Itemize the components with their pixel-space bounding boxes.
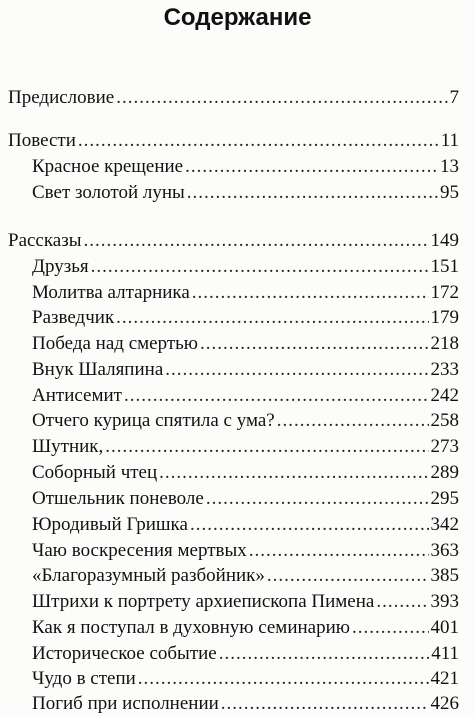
toc-entry-page: 363 [430,540,459,561]
toc-entry-title: Друзья [32,256,89,277]
toc-entry-title: Отчего курица спятила с ума? [32,410,275,431]
toc-entry-title: Чаю воскресения мертвых [32,540,247,561]
toc-entry[interactable] [32,435,459,459]
toc-entry-page: 401 [430,617,459,638]
dot-leader [116,306,428,330]
dot-leader [200,332,429,356]
toc-entry-title: Отшельник поневоле [32,488,204,509]
toc-entry-title: Разведчик [32,307,115,328]
toc-entry-title: Антисемит [32,385,122,406]
dot-leader [187,181,438,205]
toc-entry[interactable] [32,358,459,382]
toc-entry-title: Повести [8,130,76,151]
dot-leader [221,692,429,716]
toc-entry[interactable] [32,306,459,330]
dot-leader [159,461,428,485]
toc-entry-title: Шутник, [32,436,104,457]
toc-entry[interactable] [32,409,459,433]
toc-entry-page: 13 [440,156,459,177]
toc-entry-page: 7 [449,87,459,108]
dot-leader [185,155,438,179]
toc-entry-page: 242 [430,385,459,406]
toc-entry-title: Свет золотой луны [32,182,185,203]
toc-entry[interactable] [32,564,459,588]
toc-entry[interactable] [32,487,459,511]
toc-entry-page: 218 [430,333,459,354]
toc-entry-title: Юродивый Гришка [32,514,188,535]
dot-leader [376,590,428,614]
toc-entry-page: 11 [440,130,459,151]
page-title: Содержание [163,4,312,31]
toc-entry-title: Как я поступал в духовную семинарию [32,617,350,638]
toc-entry[interactable] [32,642,459,666]
toc-entry-title: Предисловие [8,87,115,108]
toc-entry-title: Рассказы [8,230,82,251]
toc-section-novellas[interactable] [8,129,459,153]
toc-entry[interactable] [32,155,459,179]
toc-entry-title: «Благоразумный разбойник» [32,565,265,586]
toc-entry[interactable] [32,692,459,716]
toc-entry-page: 273 [430,436,459,457]
toc-entry-page: 393 [430,591,459,612]
toc-entry-page: 149 [430,230,459,251]
toc-entry-title: Внук Шаляпина [32,359,164,380]
dot-leader [105,435,428,459]
toc-entry-page: 151 [430,256,459,277]
toc-entry[interactable] [32,255,459,279]
dot-leader [165,358,428,382]
toc-entry-page: 289 [430,462,459,483]
toc-entry[interactable] [32,181,459,205]
toc-entry[interactable] [32,281,459,305]
toc-entry-title: Красное крещение [32,156,184,177]
toc-entry-page: 421 [430,668,459,689]
toc-entry-title: Историческое событие [32,643,217,664]
dot-leader [91,255,429,279]
dot-leader [116,86,447,110]
toc-entry-page: 233 [430,359,459,380]
toc-entry[interactable] [32,332,459,356]
toc-entry[interactable] [32,461,459,485]
dot-leader [124,384,429,408]
toc-entry-title: Штрихи к портрету архиепископа Пимена [32,591,375,612]
toc-entry-page: 95 [440,182,459,203]
toc-entry[interactable] [32,384,459,408]
toc-entry-title: Чудо в степи [32,668,136,689]
dot-leader [138,667,429,691]
dot-leader [352,616,429,640]
toc-entry-page: 179 [430,307,459,328]
toc-entry-title: Соборный чтец [32,462,158,483]
toc-entry-page: 342 [430,514,459,535]
dot-leader [277,409,429,433]
toc-entry-preface[interactable] [8,86,459,110]
toc-entry[interactable] [32,667,459,691]
dot-leader [249,539,429,563]
toc-entry[interactable] [32,616,459,640]
dot-leader [190,513,429,537]
toc-entry-page: 295 [430,488,459,509]
toc-entry[interactable] [32,539,459,563]
dot-leader [219,642,429,666]
toc-entry[interactable] [32,590,459,614]
toc-entry[interactable] [32,513,459,537]
toc-entry-title: Молитва алтарника [32,282,190,303]
toc-entry-page: 411 [431,643,459,664]
toc-entry-title: Победа над смертью [32,333,198,354]
dot-leader [78,129,439,153]
toc-entry-page: 258 [430,410,459,431]
toc-entry-page: 385 [430,565,459,586]
dot-leader [192,281,429,305]
toc-entry-title: Погиб при исполнении [32,693,219,714]
toc-entry-page: 426 [430,693,459,714]
dot-leader [206,487,429,511]
dot-leader [84,229,429,253]
toc-section-stories[interactable] [8,229,459,253]
toc-entry-page: 172 [430,282,459,303]
dot-leader [267,564,429,588]
